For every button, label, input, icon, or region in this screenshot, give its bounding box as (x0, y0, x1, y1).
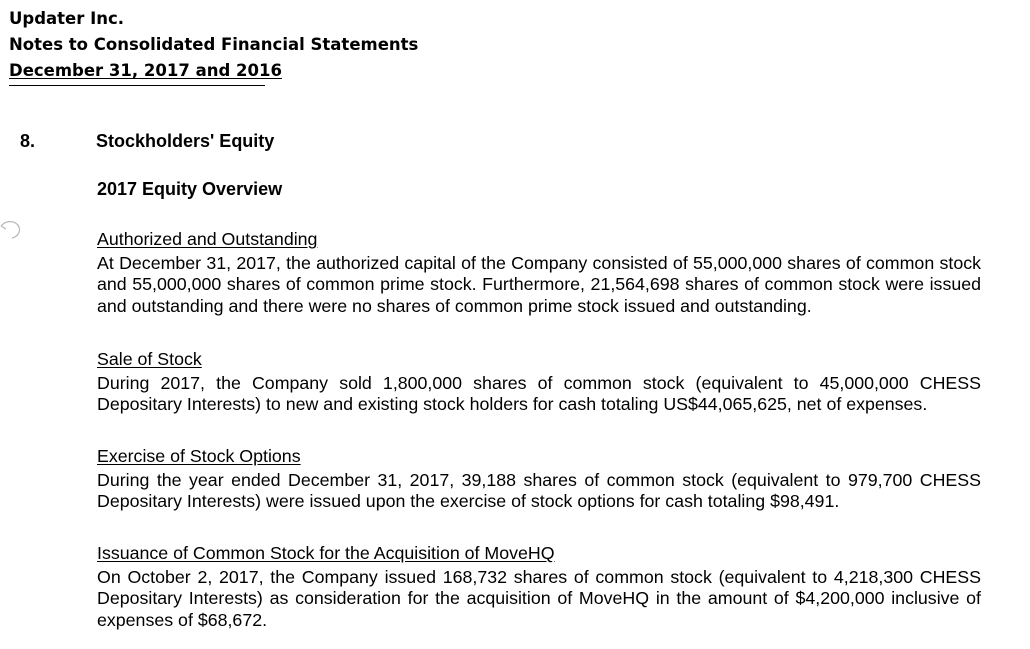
header-divider (9, 85, 265, 86)
paragraph-title: Sale of Stock (97, 349, 202, 369)
paragraph-body: On October 2, 2017, the Company issued 168,732 shares of common stock (equivalent to 4,218,300 CHESS Depositary Interests) as consideration for the acquisition of MoveHQ in the amount of $4,200,000 inclusive of expenses of $68,672. (97, 566, 981, 630)
paragraph-body: During 2017, the Company sold 1,800,000 shares of common stock (equivalent to 45,000,000 CHESS Depositary Interests) to new and existing stock holders for cash totaling US$44,065,625, net of expenses. (97, 372, 981, 415)
curved-arrow-mark-icon (0, 217, 22, 241)
paragraph-body: During the year ended December 31, 2017, 39,188 shares of common stock (equivalent to 979,700 CHESS Depositary Interests) were issued upon the exercise of stock options for cash totaling $98,491. (97, 469, 981, 512)
paragraph-exercise-stock-options (97, 446, 981, 513)
paragraph-authorized-outstanding (97, 229, 981, 317)
section-subheading: 2017 Equity Overview (97, 179, 283, 199)
paragraph-sale-of-stock (97, 349, 981, 416)
paragraph-title: Exercise of Stock Options (97, 446, 301, 466)
section-title: Stockholders' Equity (96, 131, 275, 151)
paragraph-acquisition-movehq (97, 543, 981, 631)
section-number: 8. (20, 131, 36, 151)
document-date: December 31, 2017 and 2016 (9, 61, 282, 80)
document-title: Notes to Consolidated Financial Statements (9, 35, 419, 54)
paragraph-body: At December 31, 2017, the authorized capital of the Company consisted of 55,000,000 shares of common stock and 55,000,000 shares of common prime stock. Furthermore, 21,564,698 shares of common stock were issued and outstanding and there were no shares of common prime stock issued and outstanding. (97, 252, 981, 316)
document-header (9, 6, 418, 84)
paragraph-title: Authorized and Outstanding (97, 229, 318, 249)
company-name: Updater Inc. (9, 9, 125, 28)
paragraph-title: Issuance of Common Stock for the Acquisition of MoveHQ (97, 543, 555, 563)
